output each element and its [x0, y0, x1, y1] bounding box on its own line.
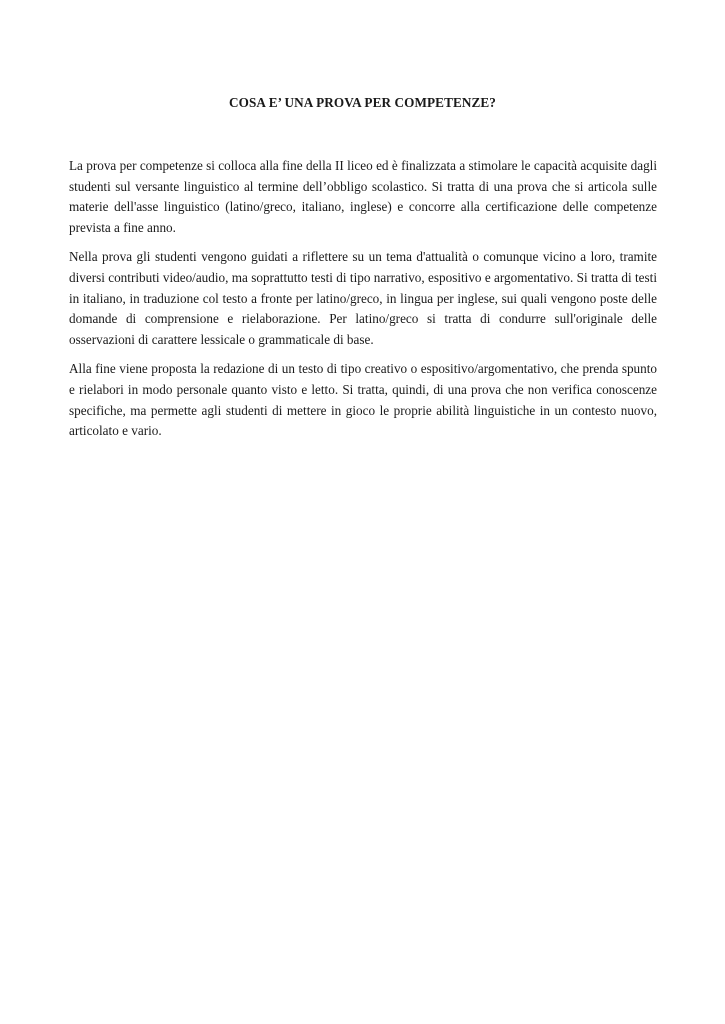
paragraph-3: Alla fine viene proposta la redazione di un testo di tipo creativo o espositivo/argomentativo, che prenda spunto e rielabori in modo personale quanto visto e letto. Si tratta, quindi, di una prova che non verifica conoscenze specifiche, ma permette agli studenti di mettere in gioco le proprie abilità linguistiche in un contesto nuovo, articolato e vario.: [69, 361, 657, 439]
document-body: [69, 156, 657, 451]
paragraph-2: Nella prova gli studenti vengono guidati a riflettere su un tema d'attualità o comunque vicino a loro, tramite diversi contributi video/audio, ma soprattutto testi di tipo narrativo, espositivo e argomentativo. Si tratta di testi in italiano, in traduzione col testo a fronte per latino/greco, in lingua per inglese, sui quali vengono poste delle domande di comprensione e rielaborazione. Per latino/greco si tratta di condurre sull'originale delle osservazioni di carattere lessicale o grammaticale di base.: [69, 249, 657, 347]
paragraph-1: La prova per competenze si colloca alla fine della II liceo ed è finalizzata a stimolare le capacità acquisite dagli studenti sul versante linguistico al termine dell’obbligo scolastico. Si tratta di una prova che si articola sulle materie dell'asse linguistico (latino/greco, italiano, inglese) e concorre alla certificazione delle competenze prevista a fine anno.: [69, 158, 657, 235]
document-title: COSA E’ UNA PROVA PER COMPETENZE?: [229, 95, 496, 110]
